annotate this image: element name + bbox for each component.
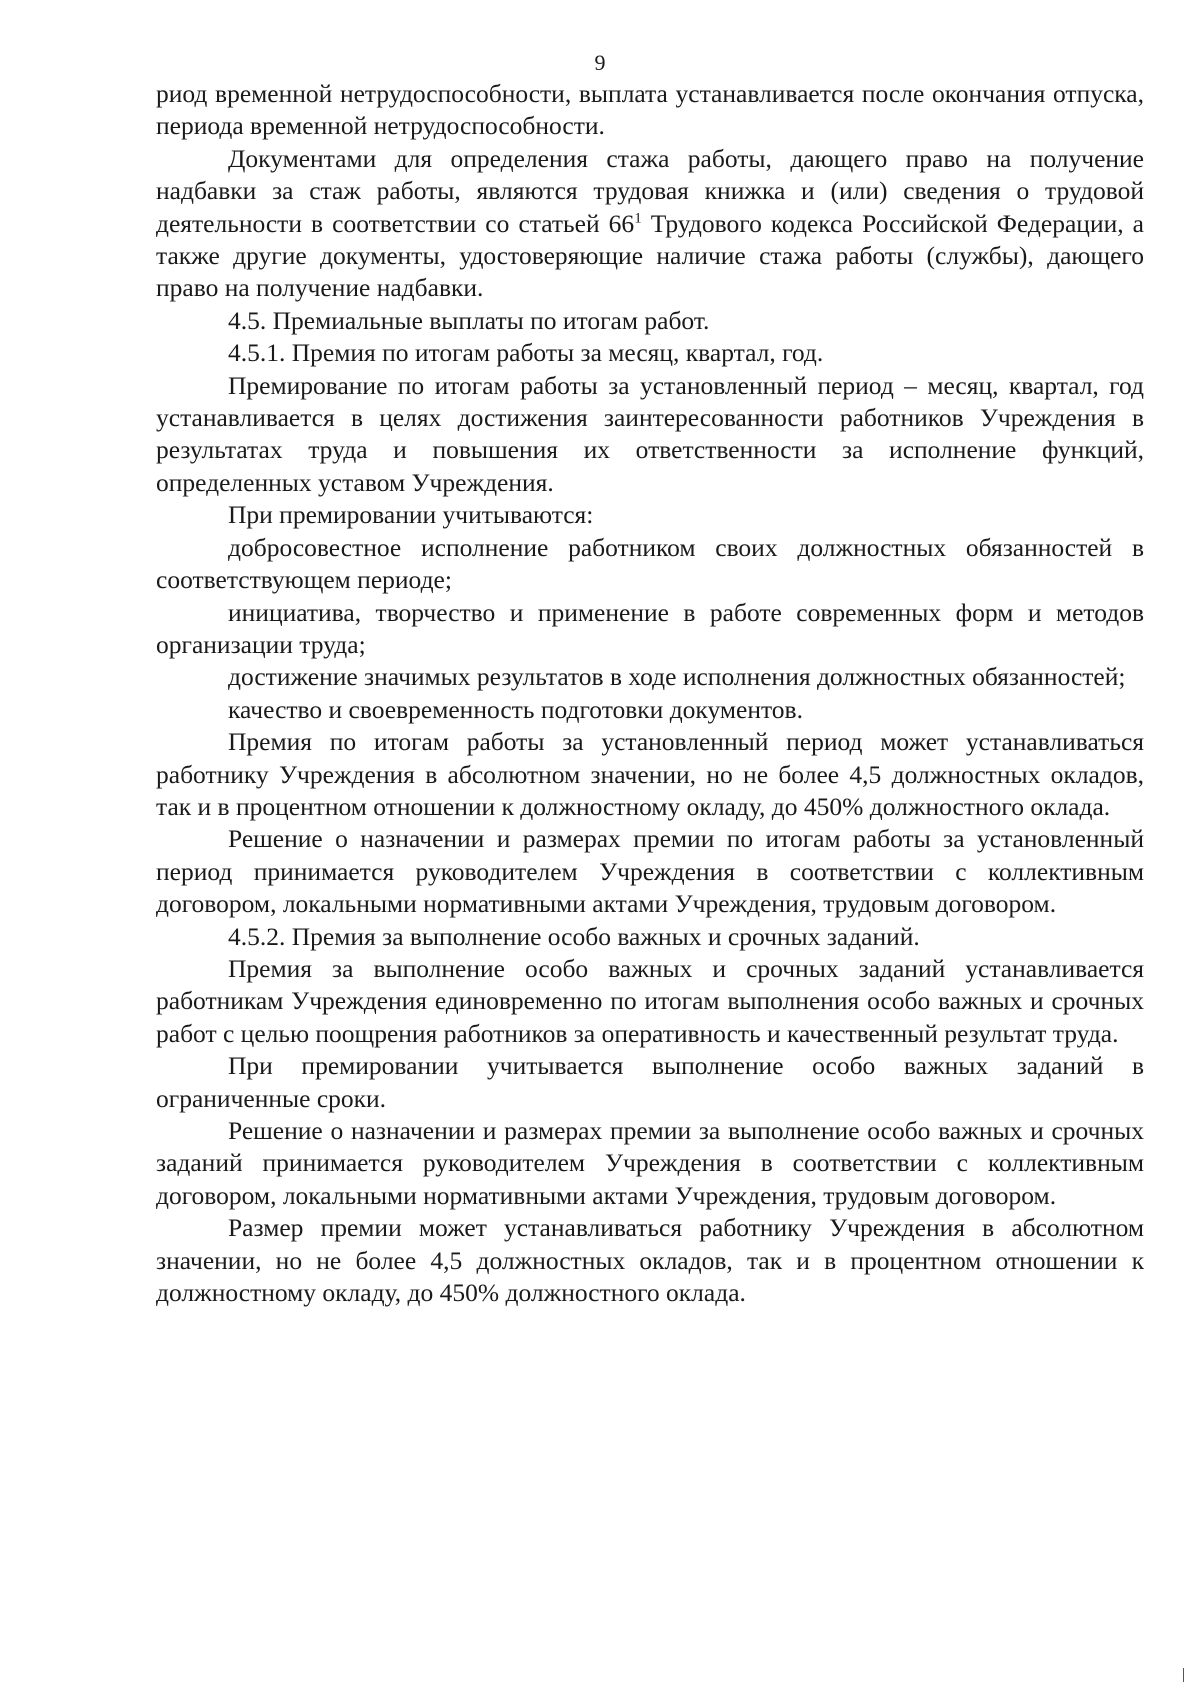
paragraph-continuation: риод временной нетрудоспособности, выплата устанавливается после окончания отпуска, периода временной нетрудоспособности. (156, 79, 1144, 141)
paragraph-bonus-purpose: Премирование по итогам работы за установленный период – месяц, квартал, год устанавливается в целях достижения заинтересованности работников Учреждения в результатах труда и повышения их ответственности за исполнение функций, определенных уставом Учреждения. (156, 370, 1144, 497)
document-body (156, 78, 1144, 1309)
paragraph-seniority-text-before: Документами для определения стажа работы, дающего право на получение надбавки за стаж работы, являются трудовая книжка и (или) сведения о трудовой деятельности в соответствии со статьей 66 (156, 143, 1144, 238)
paragraph-urgent-bonus: Премия за выполнение особо важных и срочных заданий устанавливается работникам Учреждения единовременно по итогам выполнения особо важных и срочных работ с целью поощрения работников за оперативность и качественный результат труда. (156, 953, 1144, 1048)
paragraph-urgent-decision: Решение о назначении и размерах премии за выполнение особо важных и срочных заданий принимается руководителем Учреждения в соответствии с коллективным договором, локальными нормативными актами Учреждения, трудовым договором. (156, 1116, 1144, 1210)
paragraph-bonus-decision: Решение о назначении и размерах премии по итогам работы за установленный период принимается руководителем Учреждения в соответствии с коллективным договором, локальными нормативными актами Учреждения, трудовым договором. (156, 824, 1144, 919)
paragraph-urgent-criteria: При премировании учитывается выполнение особо важных заданий в ограниченные сроки. (156, 1051, 1144, 1113)
paragraph-seniority-documents (156, 143, 1144, 305)
criteria-item: достижение значимых результатов в ходе исполнения должностных обязанностей; (228, 662, 1126, 692)
paragraph-urgent-amount: Размер премии может устанавливаться работнику Учреждения в абсолютном значении, но не более 4,5 должностных окладов, так и в процентном отношении к должностному окладу, до 450% должностного оклада. (156, 1213, 1144, 1308)
article-superscript: 1 (634, 210, 642, 227)
scan-edge-mark (1183, 1668, 1184, 1682)
paragraph-bonus-amount: Премия по итогам работы за установленный период может устанавливаться работнику Учреждения в абсолютном значении, но не более 4,5 должностных окладов, так и в процентном отношении к должностному окладу, до 450% должностного оклада. (156, 727, 1144, 821)
criteria-item: добросовестное исполнение работником своих должностных обязанностей в соответствующем периоде; (156, 532, 1144, 595)
section-heading-4-5-1: 4.5.1. Премия по итогам работы за месяц, квартал, год. (228, 338, 824, 368)
criteria-item: инициатива, творчество и применение в работе современных форм и методов организации труда; (156, 597, 1144, 659)
section-heading-4-5-2: 4.5.2. Премия за выполнение особо важных и срочных заданий. (228, 921, 920, 951)
page-number: 9 (594, 50, 606, 75)
criteria-item: качество и своевременность подготовки документов. (228, 694, 803, 724)
section-heading-4-5: 4.5. Премиальные выплаты по итогам работ. (228, 305, 710, 335)
paragraph-bonus-criteria-intro: При премировании учитываются: (228, 500, 594, 530)
paragraph-seniority-text-after: Трудового кодекса Российской Федерации, а также другие документы, удостоверяющие наличие стажа работы (службы), дающего право на получение надбавки. (156, 208, 1144, 303)
